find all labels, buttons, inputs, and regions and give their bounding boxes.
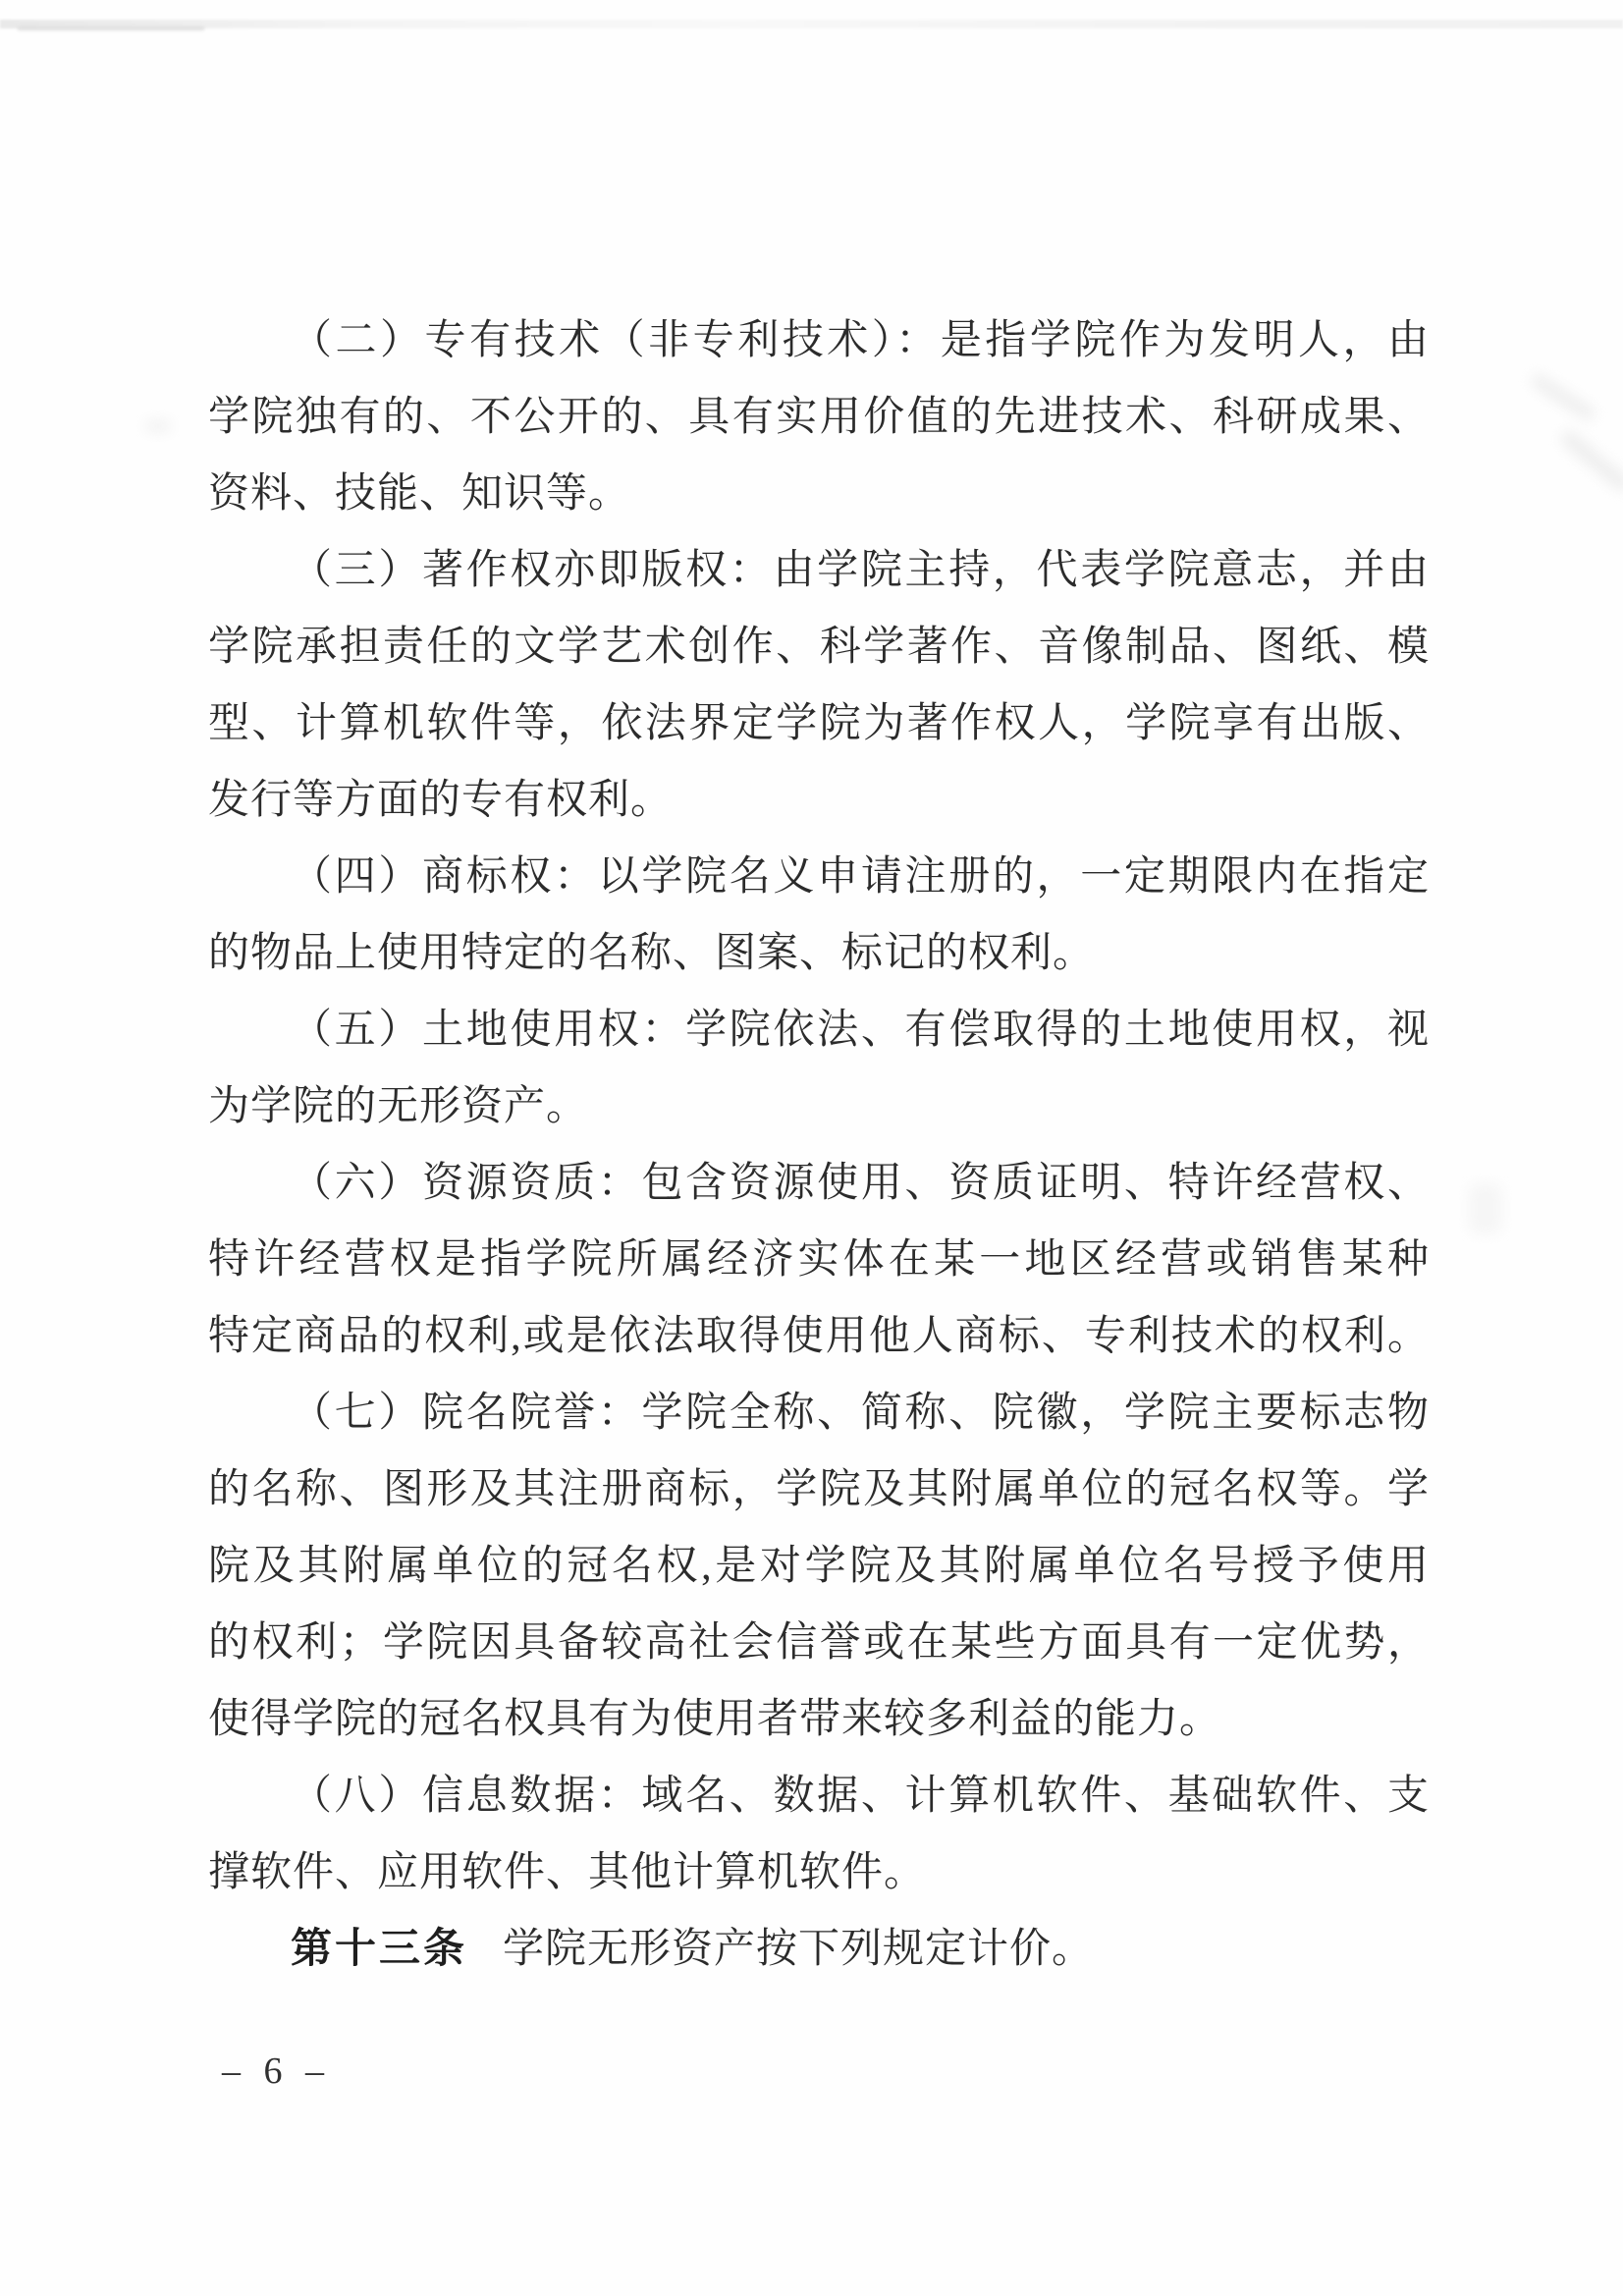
scan-edge-artifact xyxy=(18,27,204,30)
scan-smudge xyxy=(1558,428,1623,494)
scan-smudge xyxy=(145,420,171,432)
text-line: （七）院名院誉：学院全称、简称、院徽，学院主要标志物 xyxy=(291,1391,1430,1436)
text-line: 的权利；学院因具备较高社会信誉或在某些方面具有一定优势， xyxy=(208,1620,1430,1666)
document-body xyxy=(208,302,1430,1988)
text-line: 资料、技能、知识等。 xyxy=(208,471,631,517)
article-13-text: 学院无形资产按下列规定计价。 xyxy=(503,1927,1095,1972)
text-line: 撑软件、应用软件、其他计算机软件。 xyxy=(208,1850,927,1895)
scan-smudge xyxy=(1469,1183,1502,1234)
text-line: 院及其附属单位的冠名权,是对学院及其附属单位名号授予使用 xyxy=(208,1544,1430,1589)
text-line: （二）专有技术（非专利技术）：是指学院作为发明人，由 xyxy=(291,318,1430,363)
text-line: 发行等方面的专有权利。 xyxy=(208,778,674,823)
article-13-heading: 第十三条 xyxy=(291,1927,468,1972)
text-line: （五）土地使用权：学院依法、有偿取得的土地使用权，视 xyxy=(291,1008,1430,1053)
text-line: 学院独有的、不公开的、具有实用价值的先进技术、科研成果、 xyxy=(208,395,1430,440)
text-line: 学院承担责任的文学艺术创作、科学著作、音像制品、图纸、模 xyxy=(208,625,1430,670)
text-line: 特许经营权是指学院所属经济实体在某一地区经营或销售某种 xyxy=(208,1237,1430,1283)
page-number: – 6 – xyxy=(222,2050,331,2092)
text-line: 使得学院的冠名权具有为使用者带来较多利益的能力。 xyxy=(208,1697,1222,1742)
scan-edge-artifact xyxy=(0,20,1623,28)
text-line: 的物品上使用特定的名称、图案、标记的权利。 xyxy=(208,931,1096,976)
text-line: （三）著作权亦即版权：由学院主持，代表学院意志，并由 xyxy=(291,548,1430,593)
text-line: 为学院的无形资产。 xyxy=(208,1084,589,1129)
text-line: 型、计算机软件等，依法界定学院为著作权人，学院享有出版、 xyxy=(208,701,1430,746)
article-13-line xyxy=(208,1911,1430,1988)
text-line: （八）信息数据：域名、数据、计算机软件、基础软件、支 xyxy=(291,1774,1430,1819)
text-line: 特定商品的权利,或是依法取得使用他人商标、专利技术的权利。 xyxy=(208,1314,1430,1359)
text-line: 的名称、图形及其注册商标，学院及其附属单位的冠名权等。学 xyxy=(208,1467,1430,1512)
text-line: （六）资源资质：包含资源使用、资质证明、特许经营权、 xyxy=(291,1161,1430,1206)
text-line: （四）商标权：以学院名义申请注册的，一定期限内在指定 xyxy=(291,854,1430,900)
scan-smudge xyxy=(1529,372,1596,422)
